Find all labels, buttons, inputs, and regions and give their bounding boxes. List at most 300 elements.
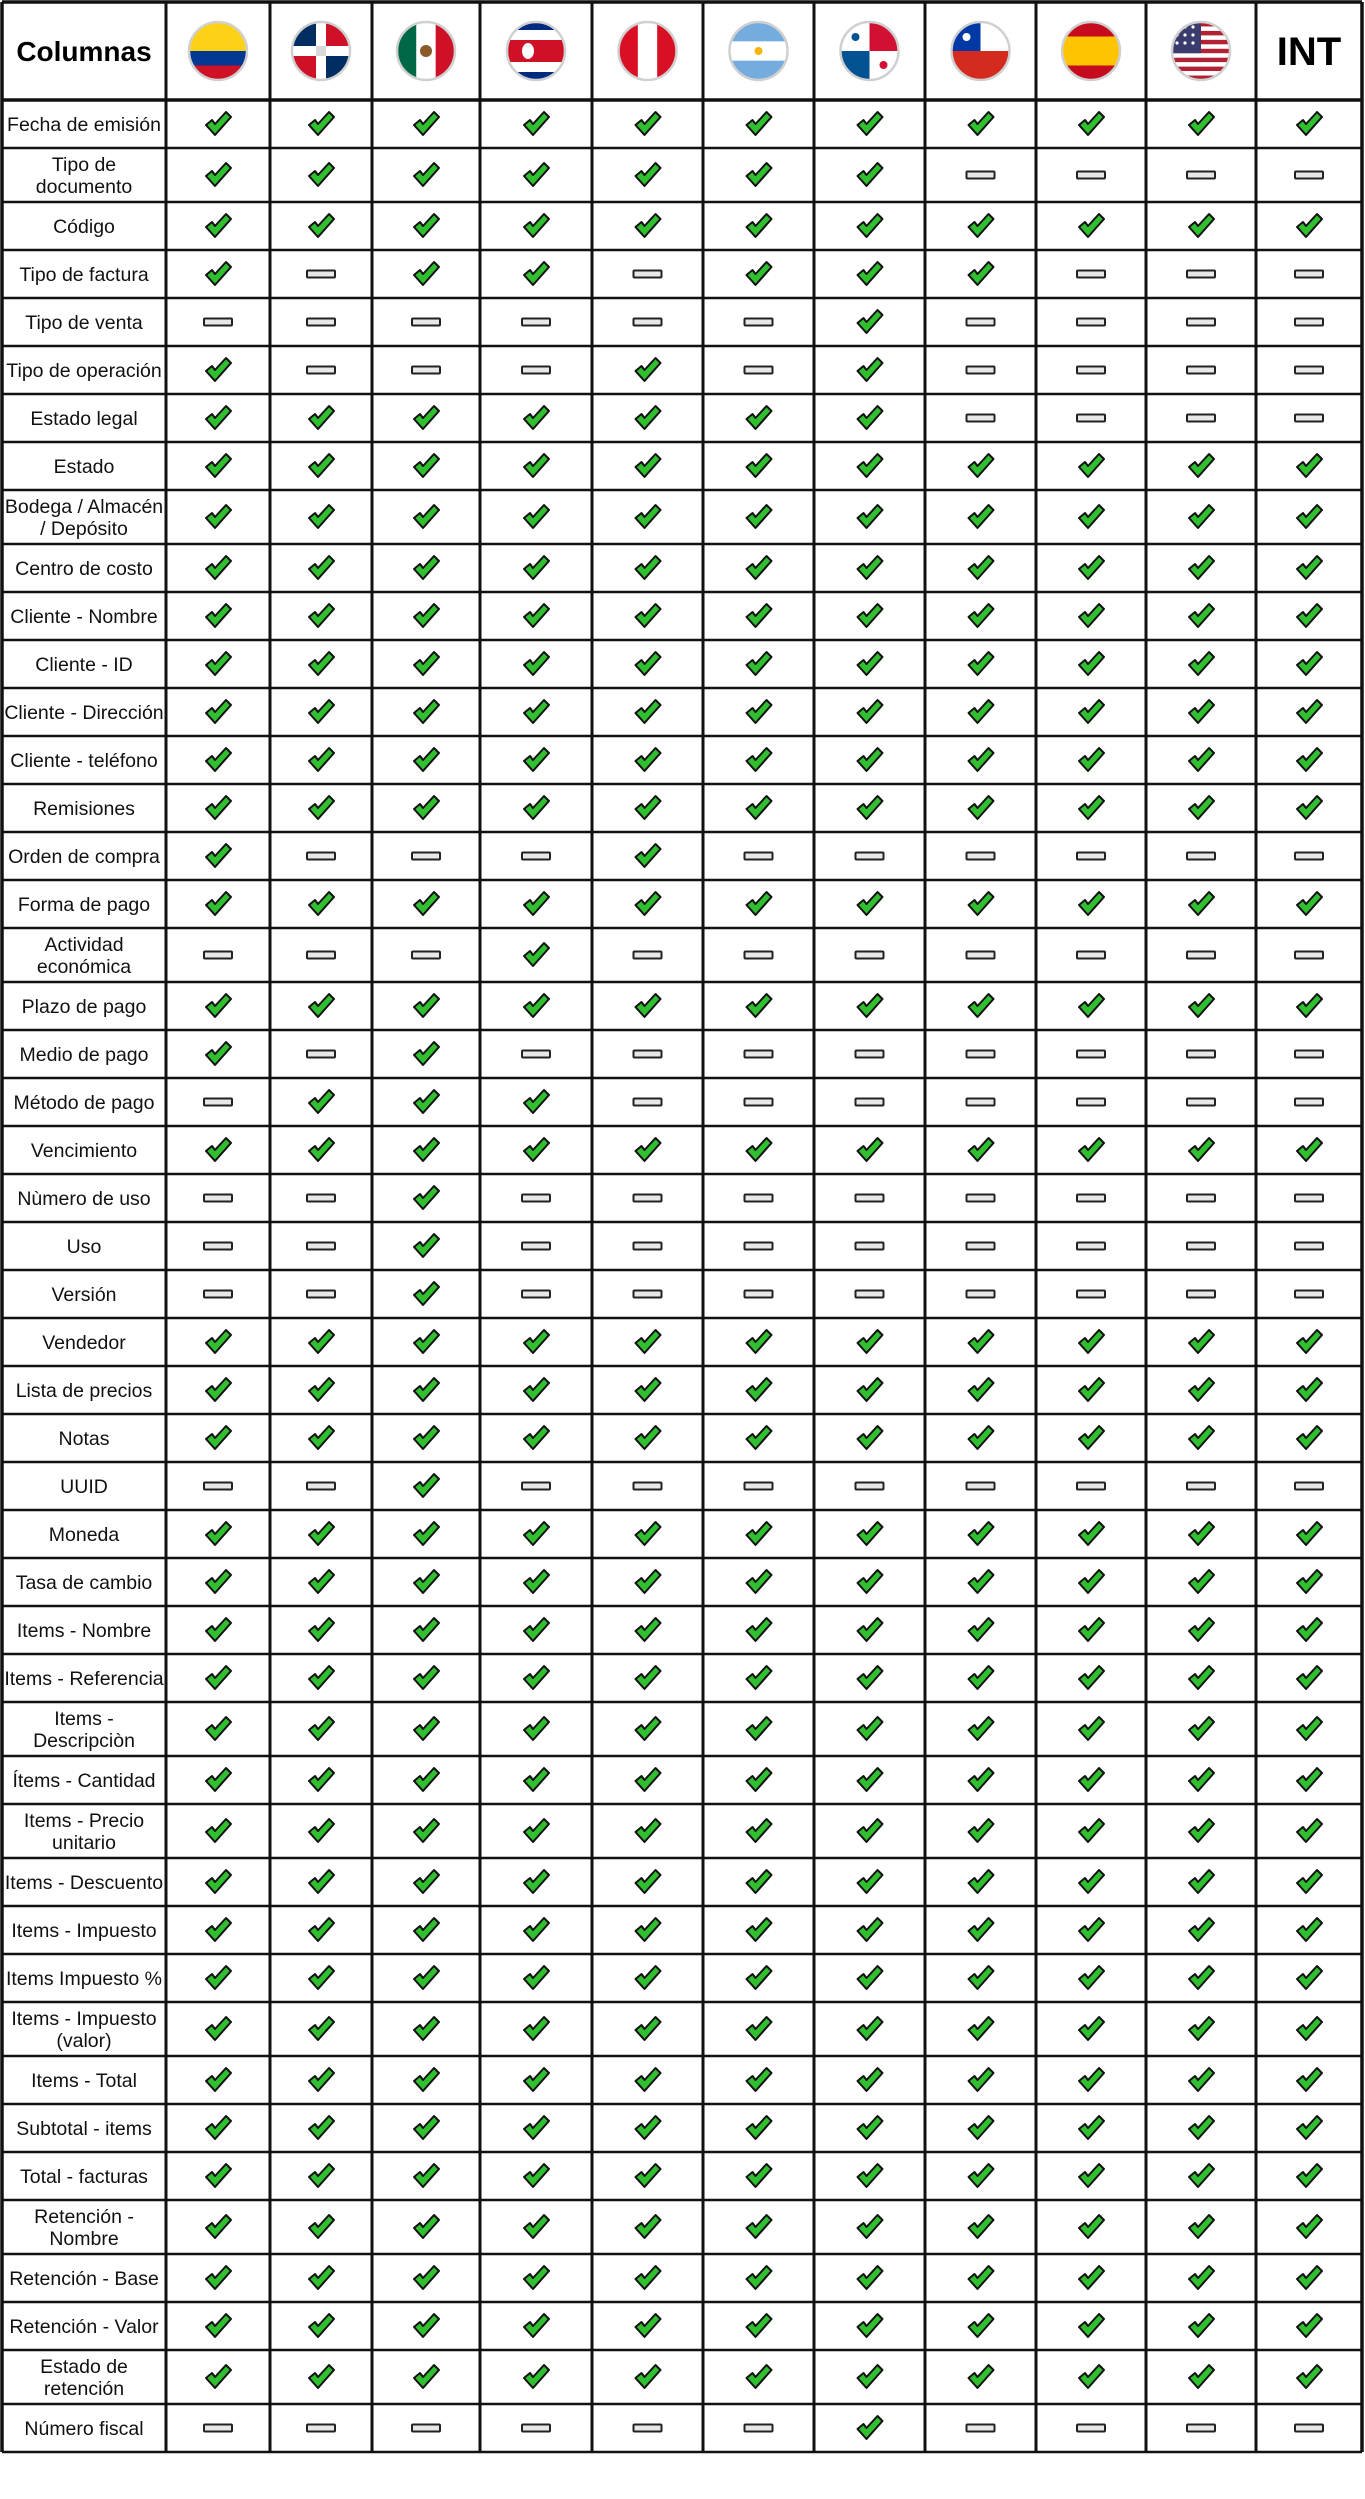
check-icon [206,604,231,627]
check-icon [206,2314,231,2337]
check-icon [1189,1918,1214,1941]
check-icon [1189,748,1214,771]
check-icon [524,406,549,429]
row-label: Vencimiento [30,1140,138,1162]
check-icon [1189,892,1214,915]
check-icon [858,1966,883,1989]
check-icon [524,2365,549,2388]
check-icon [747,2068,772,2091]
dash-icon [1077,1195,1105,1202]
check-icon [309,700,334,723]
check-icon [206,163,231,186]
check-icon [747,1378,772,1401]
check-icon [1297,454,1322,477]
check-icon [1189,1768,1214,1791]
check-icon [524,2164,549,2187]
check-icon [1189,1378,1214,1401]
check-icon [969,1138,994,1161]
check-icon [309,1378,334,1401]
check-icon [414,406,439,429]
check-icon [858,1522,883,1545]
check-icon [206,262,231,285]
check-icon [1297,112,1322,135]
check-icon [206,1330,231,1353]
check-icon [524,2314,549,2337]
dash-icon [967,1483,995,1490]
check-icon [309,1918,334,1941]
check-icon [414,1474,439,1497]
dash-icon [745,1099,773,1106]
check-icon [309,652,334,675]
check-icon [858,1768,883,1791]
dash-icon [204,2425,232,2432]
check-icon [636,2068,661,2091]
check-icon [636,1819,661,1842]
check-icon [1079,112,1104,135]
check-icon [309,2266,334,2289]
check-icon [1079,1768,1104,1791]
dash-icon [1295,2425,1323,2432]
row-label: Notas [58,1428,110,1450]
check-icon [1297,994,1322,1017]
check-icon [747,892,772,915]
dash-icon [1295,172,1323,179]
check-icon [206,2266,231,2289]
check-icon [969,1768,994,1791]
check-icon [524,1618,549,1641]
check-icon [969,796,994,819]
table-row [15,556,1322,580]
check-icon [1079,2266,1104,2289]
check-icon [1297,1819,1322,1842]
table-row [53,214,1322,238]
dash-icon [1295,1483,1323,1490]
dash-icon [1187,1099,1215,1106]
dash-icon [634,1099,662,1106]
check-icon [524,892,549,915]
check-icon [1079,1618,1104,1641]
table-row [20,2164,1322,2188]
table-row [6,1966,1322,1990]
dash-icon [307,271,335,278]
row-label: Moneda [48,1524,120,1546]
check-icon [1079,1717,1104,1740]
flag-panama-icon [841,22,899,80]
dash-icon [1295,271,1323,278]
check-icon [524,1918,549,1941]
check-icon [636,1768,661,1791]
check-icon [1297,1138,1322,1161]
check-icon [858,2365,883,2388]
check-icon [524,1426,549,1449]
check-icon [206,748,231,771]
dash-icon [745,1195,773,1202]
check-icon [1079,1330,1104,1353]
check-icon [636,163,661,186]
check-icon [414,2215,439,2238]
check-icon [747,994,772,1017]
check-icon [1189,652,1214,675]
check-icon [747,1330,772,1353]
check-icon [858,2416,883,2439]
check-icon [747,454,772,477]
table-body [4,112,1323,2440]
check-icon [1079,2116,1104,2139]
row-label: Items - Impuesto [11,1920,157,1942]
check-icon [414,1918,439,1941]
check-icon [747,163,772,186]
table-row [54,454,1322,478]
check-icon [1079,2215,1104,2238]
check-icon [636,1522,661,1545]
check-icon [969,1522,994,1545]
flag-usa-icon [1172,22,1230,80]
dash-icon [1187,1195,1215,1202]
check-icon [747,2164,772,2187]
check-icon [1079,796,1104,819]
check-icon [1079,2365,1104,2388]
check-icon [206,1426,231,1449]
check-icon [747,1618,772,1641]
check-icon [858,2164,883,2187]
check-icon [1297,1426,1322,1449]
row-label: Centro de costo [15,558,153,580]
dash-icon [412,853,440,860]
check-icon [1079,556,1104,579]
check-icon [414,1186,439,1209]
check-icon [206,1618,231,1641]
dash-icon [1187,172,1215,179]
table-row [11,2008,1322,2052]
check-icon [309,1768,334,1791]
check-icon [969,1426,994,1449]
check-icon [524,1522,549,1545]
check-icon [524,1090,549,1113]
table-row [5,496,1322,540]
check-icon [524,214,549,237]
check-icon [747,1717,772,1740]
check-icon [636,2116,661,2139]
check-icon [309,1666,334,1689]
check-icon [969,1666,994,1689]
check-icon [1297,2017,1322,2040]
table-row [36,154,1323,198]
check-icon [747,556,772,579]
dash-icon [1187,1291,1215,1298]
check-icon [524,505,549,528]
check-icon [1297,748,1322,771]
check-icon [1189,1138,1214,1161]
row-label: Plazo de pago [21,996,147,1018]
check-icon [206,505,231,528]
check-icon [206,892,231,915]
dash-icon [204,1195,232,1202]
check-icon [1189,2017,1214,2040]
check-icon [309,2164,334,2187]
check-icon [1189,1819,1214,1842]
row-label: Forma de pago [17,894,151,916]
check-icon [1189,796,1214,819]
table-row [19,1042,1323,1066]
flag-peru-icon [619,22,677,80]
check-icon [636,406,661,429]
check-icon [1189,700,1214,723]
check-icon [858,2068,883,2091]
check-icon [414,1819,439,1842]
dash-icon [1077,1051,1105,1058]
row-label: Orden de compra [8,846,160,868]
check-icon [747,406,772,429]
check-icon [524,2266,549,2289]
check-icon [747,796,772,819]
check-icon [969,2365,994,2388]
check-icon [969,1618,994,1641]
check-icon [747,2116,772,2139]
check-icon [414,700,439,723]
check-icon [206,652,231,675]
check-icon [1297,652,1322,675]
check-icon [636,1378,661,1401]
check-icon [636,604,661,627]
check-icon [858,1378,883,1401]
check-icon [524,1570,549,1593]
check-icon [1297,1570,1322,1593]
check-icon [636,1918,661,1941]
flag-colombia-icon [189,22,247,80]
check-icon [1079,1378,1104,1401]
dash-icon [522,1243,550,1250]
dash-icon [307,319,335,326]
dash-icon [412,367,440,374]
flag-argentina-icon [730,22,788,80]
table-row [33,1708,1322,1752]
check-icon [1297,796,1322,819]
check-icon [636,1426,661,1449]
check-icon [524,1870,549,1893]
row-label: Items - Nombre [16,1620,152,1642]
check-icon [524,556,549,579]
table-row [9,2266,1322,2290]
check-icon [858,748,883,771]
check-icon [524,1966,549,1989]
check-icon [1189,604,1214,627]
check-icon [969,2116,994,2139]
check-icon [1189,1717,1214,1740]
check-icon [636,1966,661,1989]
check-icon [414,2164,439,2187]
check-icon [524,748,549,771]
check-icon [309,112,334,135]
check-icon [636,112,661,135]
row-label: Cliente - ID [35,654,133,676]
check-icon [747,604,772,627]
table-row [10,604,1322,628]
row-label: Items - Total [31,2070,137,2092]
check-icon [858,406,883,429]
check-icon [524,796,549,819]
dash-icon [1295,319,1323,326]
table-row [4,700,1322,724]
dash-icon [522,1195,550,1202]
check-icon [414,112,439,135]
dash-icon [1077,415,1105,422]
row-label: Items Impuesto % [5,1968,163,1990]
dash-icon [1077,367,1105,374]
check-icon [858,1666,883,1689]
check-icon [747,1768,772,1791]
check-icon [636,796,661,819]
table-header [16,22,1341,80]
check-icon [309,1426,334,1449]
flag-chile-icon [952,22,1010,80]
dash-icon [634,1051,662,1058]
check-icon [309,163,334,186]
check-icon [414,1090,439,1113]
check-icon [524,454,549,477]
dash-icon [1077,271,1105,278]
check-icon [206,1819,231,1842]
check-icon [206,556,231,579]
check-icon [524,943,549,966]
check-icon [309,796,334,819]
table-row [37,934,1323,978]
check-icon [747,1918,772,1941]
check-icon [206,1966,231,1989]
check-icon [747,2017,772,2040]
check-icon [1297,2068,1322,2091]
dash-icon [307,1051,335,1058]
check-icon [414,2068,439,2091]
check-icon [969,2215,994,2238]
dash-icon [204,1483,232,1490]
check-icon [636,505,661,528]
check-icon [309,1819,334,1842]
check-icon [524,1378,549,1401]
row-label: Tipo de factura [19,264,149,286]
check-icon [1079,652,1104,675]
check-icon [414,1234,439,1257]
table-row [67,1234,1323,1258]
dash-icon [1295,367,1323,374]
dash-icon [307,952,335,959]
check-icon [747,2215,772,2238]
row-label: Lista de precios [15,1380,153,1402]
check-icon [1079,1966,1104,1989]
check-icon [747,1522,772,1545]
check-icon [309,406,334,429]
check-icon [636,2215,661,2238]
check-icon [414,2314,439,2337]
check-icon [636,844,661,867]
check-icon [858,652,883,675]
table-row [10,748,1322,772]
check-icon [858,2266,883,2289]
check-icon [206,112,231,135]
dash-icon [412,952,440,959]
check-icon [414,1378,439,1401]
row-label: Código [53,216,115,238]
dash-icon [1295,1243,1323,1250]
dash-icon [967,1291,995,1298]
check-icon [1079,1666,1104,1689]
dash-icon [1077,1099,1105,1106]
table-row [6,358,1323,382]
check-icon [524,112,549,135]
dash-icon [522,367,550,374]
dash-icon [522,853,550,860]
dash-icon [856,952,884,959]
table-row [25,310,1323,334]
dash-icon [1187,367,1215,374]
check-icon [858,1138,883,1161]
check-icon [1189,454,1214,477]
check-icon [309,1618,334,1641]
table-row [30,406,1323,430]
check-icon [206,1138,231,1161]
dash-icon [634,319,662,326]
row-label: Retención - Valor [9,2316,159,2338]
row-label: Total - facturas [20,2166,148,2188]
table-row [16,1570,1322,1594]
check-icon [1189,2314,1214,2337]
row-label: UUID [60,1476,108,1498]
check-icon [1189,1522,1214,1545]
check-icon [414,1138,439,1161]
check-icon [1079,1426,1104,1449]
dash-icon [1295,415,1323,422]
check-icon [309,2215,334,2238]
table-row [60,1474,1323,1498]
row-label: Retención - Base [9,2268,159,2290]
check-icon [858,1819,883,1842]
check-icon [1297,1870,1322,1893]
check-icon [858,604,883,627]
dash-icon [856,1483,884,1490]
row-label: Items - Impuesto (valor) [11,2008,157,2052]
check-icon [858,556,883,579]
check-icon [414,1666,439,1689]
row-label: Cliente - Nombre [10,606,158,628]
dash-icon [1187,1051,1215,1058]
check-icon [524,604,549,627]
check-icon [414,1717,439,1740]
flag-spain-icon [1062,22,1120,80]
check-icon [1189,214,1214,237]
check-icon [747,505,772,528]
check-icon [1079,1570,1104,1593]
dash-icon [1187,415,1215,422]
check-icon [414,454,439,477]
row-label: Ítems - Cantidad [12,1770,156,1792]
check-icon [1189,2215,1214,2238]
check-icon [414,1768,439,1791]
check-icon [969,1966,994,1989]
check-icon [636,214,661,237]
check-icon [309,1966,334,1989]
dash-icon [967,319,995,326]
dash-icon [634,1195,662,1202]
row-label: Cliente - teléfono [10,750,158,772]
dash-icon [1187,271,1215,278]
check-icon [858,796,883,819]
check-icon [206,1522,231,1545]
check-icon [747,2365,772,2388]
table-grid [2,2,1362,2452]
check-icon [858,163,883,186]
table-row [35,652,1322,676]
check-icon [858,2314,883,2337]
check-icon [636,748,661,771]
